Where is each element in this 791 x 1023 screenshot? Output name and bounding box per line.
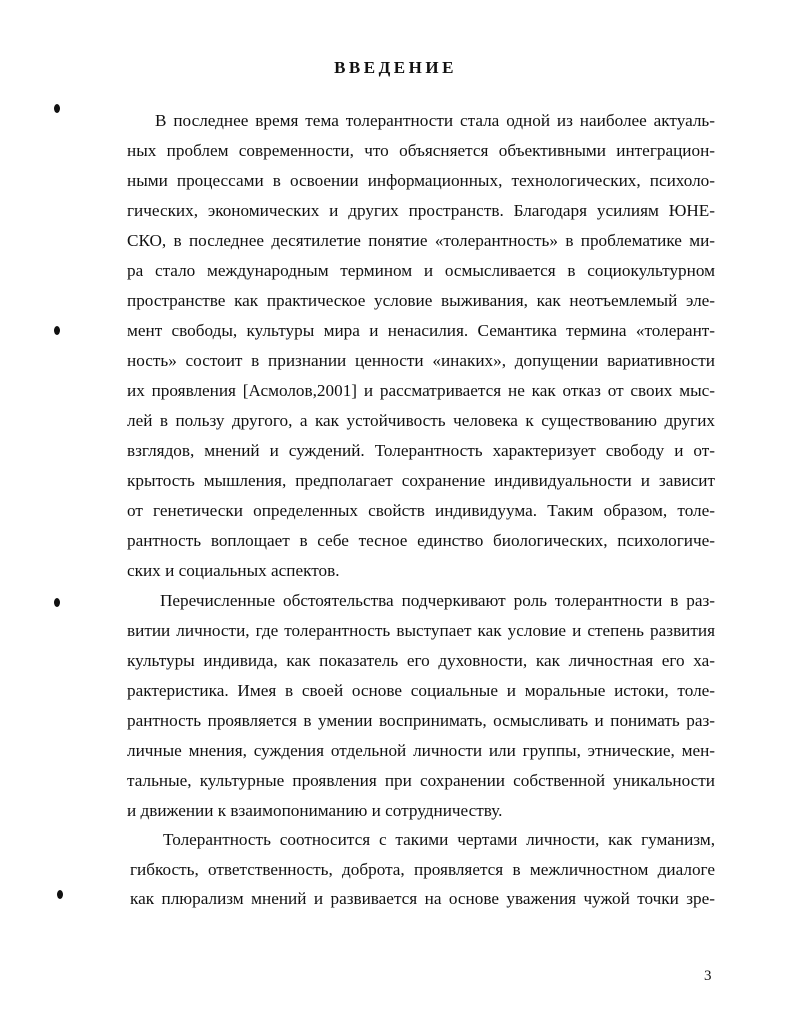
page-title: ВВЕДЕНИЕ [334, 58, 457, 77]
text-line: взглядов, мнений и суждений. Толерантность характеризует свободу и от- [127, 441, 715, 460]
margin-dot-icon [54, 326, 60, 335]
text-line: лей в пользу другого, а как устойчивость человека к существованию других [127, 411, 715, 430]
text-line: и движении к взаимопониманию и сотрудничеству. [127, 801, 503, 820]
text-line: тальные, культурные проявления при сохранении собственной уникальности [127, 771, 715, 790]
text-line: ность» состоит в признании ценности «инаких», допущении вариативности [127, 351, 715, 370]
text-line: рантность проявляется в умении воспринимать, осмысливать и понимать раз- [127, 711, 715, 730]
text-line: ских и социальных аспектов. [127, 561, 340, 580]
text-line: ра стало международным термином и осмысливается в социокультурном [127, 261, 715, 280]
text-line: личные мнения, суждения отдельной личности или группы, этнические, мен- [127, 741, 715, 760]
text-line: гибкость, ответственность, доброта, проявляется в межличностном диалоге [130, 860, 715, 879]
text-line: их проявления [Асмолов,2001] и рассматривается не как отказ от своих мыс- [127, 381, 715, 400]
text-line: ными процессами в освоении информационных, технологических, психоло- [127, 171, 715, 190]
text-line: СКО, в последнее десятилетие понятие «толерантность» в проблематике ми- [127, 231, 715, 250]
text-line: пространстве как практическое условие выживания, как неотъемлемый эле- [127, 291, 715, 310]
page-number: 3 [704, 968, 712, 984]
text-line: мент свободы, культуры мира и ненасилия. Семантика термина «толерант- [127, 321, 715, 340]
margin-dot-icon [54, 598, 60, 607]
text-line: от генетически определенных свойств индивидуума. Таким образом, толе- [127, 501, 715, 520]
text-line: витии личности, где толерантность выступает как условие и степень развития [127, 621, 715, 640]
text-line: гических, экономических и других пространств. Благодаря усилиям ЮНЕ- [127, 201, 715, 220]
text-line: Толерантность соотносится с такими чертами личности, как гуманизм, [163, 830, 715, 849]
margin-dot-icon [54, 104, 60, 113]
text-line: ных проблем современности, что объясняется объективными интеграцион- [127, 141, 715, 160]
text-line: Перечисленные обстоятельства подчеркивают роль толерантности в раз- [160, 591, 715, 610]
text-line: рантность воплощает в себе тесное единство биологических, психологиче- [127, 531, 715, 550]
margin-dot-icon [57, 890, 63, 899]
text-line: культуры индивида, как показатель его духовности, как личностная его ха- [127, 651, 715, 670]
text-line: как плюрализм мнений и развивается на основе уважения чужой точки зре- [130, 889, 715, 908]
text-line: В последнее время тема толерантности стала одной из наиболее актуаль- [155, 111, 715, 130]
text-line: крытость мышления, предполагает сохранение индивидуальности и зависит [127, 471, 715, 490]
text-line: рактеристика. Имея в своей основе социальные и моральные истоки, толе- [127, 681, 715, 700]
